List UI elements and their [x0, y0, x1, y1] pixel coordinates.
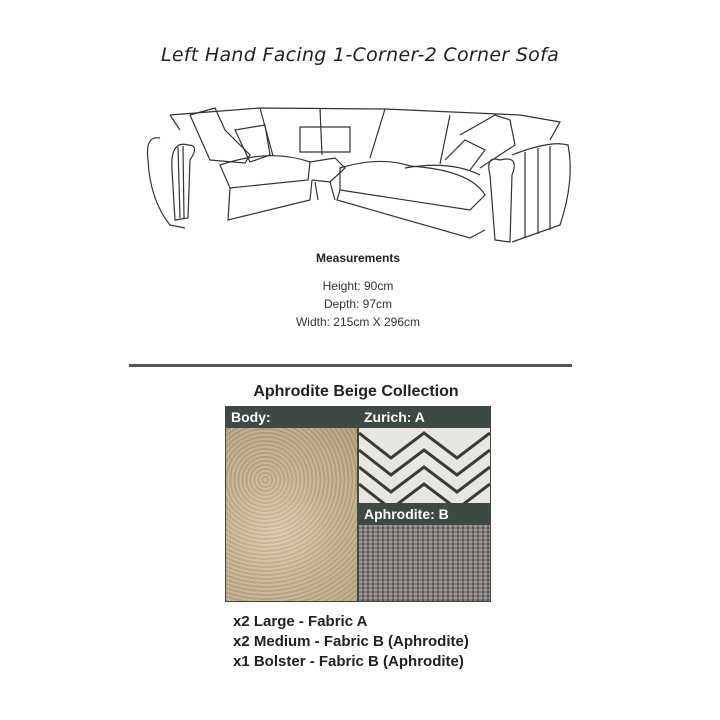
cushion-list [233, 612, 469, 672]
body-fabric-swatch [226, 428, 357, 601]
sofa-line-drawing [140, 100, 580, 250]
swatch-label-body: Body: [226, 407, 357, 428]
measurement-depth: Depth: 97cm [323, 297, 393, 311]
measurements-heading: Measurements [315, 251, 401, 265]
aphrodite-fabric-swatch [359, 525, 490, 601]
measurement-width: Width: 215cm X 296cm [295, 315, 421, 329]
cushion-item: x2 Medium - Fabric B (Aphrodite) [233, 633, 469, 650]
fabric-swatch-grid [225, 406, 491, 602]
measurements-list [0, 277, 716, 331]
swatch-label-zurich: Zurich: A [359, 407, 490, 428]
cushion-item: x2 Large - Fabric A [233, 613, 368, 630]
divider [129, 364, 572, 367]
collection-title: Aphrodite Beige Collection [253, 383, 459, 400]
zurich-fabric-swatch [359, 428, 490, 503]
measurement-height: Height: 90cm [322, 279, 394, 293]
cushion-item: x1 Bolster - Fabric B (Aphrodite) [233, 653, 464, 670]
product-title: Left Hand Facing 1-Corner-2 Corner Sofa [160, 44, 560, 66]
swatch-label-aphrodite: Aphrodite: B [359, 504, 490, 525]
